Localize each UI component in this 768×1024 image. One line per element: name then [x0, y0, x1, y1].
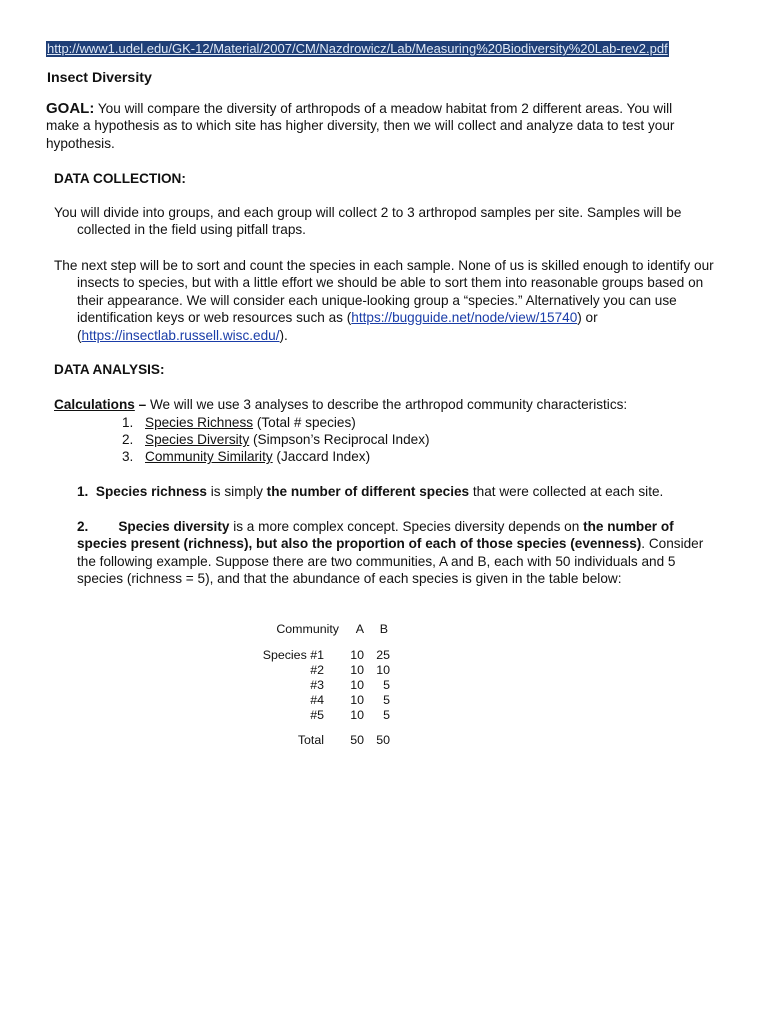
- table-cell-b: 5: [383, 693, 390, 707]
- table-cell-a: 10: [350, 663, 364, 677]
- para-2-text: The next step will be to sort and count the species in each sample. None of us is skilled enough to identify our insects to species, but with a little effort we should be able to sort them into reasonable groups based on their appearance. We will consider each unique-looking group a “species.” Alternatively you can use identification keys or web resources such as (: [54, 258, 714, 326]
- table-row-label: #4: [310, 693, 324, 707]
- point-1-text-a: is simply: [207, 484, 267, 499]
- goal-label: GOAL:: [46, 100, 95, 117]
- table-header-community: Community: [276, 622, 339, 636]
- table-header-a: A: [355, 622, 364, 636]
- calculations-dash: –: [134, 397, 147, 412]
- table-row-label: Species #1: [262, 648, 324, 662]
- table-cell-a: 10: [350, 678, 364, 692]
- table-total-b: 50: [376, 733, 390, 747]
- table-total-a: 50: [350, 733, 364, 747]
- point-1-term: Species richness: [95, 484, 207, 499]
- list-item-species-richness: [122, 414, 356, 431]
- table-row-label: #5: [310, 708, 324, 722]
- list-number: 2.: [122, 432, 134, 447]
- bugguide-link[interactable]: https://bugguide.net/node/view/15740: [351, 310, 578, 326]
- calculations-text: We will we use 3 analyses to describe the arthropod community characteristics:: [146, 397, 628, 412]
- point-1-text-b: that were collected at each site.: [469, 484, 664, 499]
- list-term: Community Similarity: [145, 449, 273, 464]
- point-2-bold: the number of species present (richness), but also the proportion of each of those species (evenness): [77, 519, 674, 552]
- list-item-species-diversity: [122, 431, 430, 448]
- table-cell-b: 5: [383, 678, 390, 692]
- table-row-label: #2: [310, 663, 324, 677]
- data-collection-para-1: You will divide into groups, and each group will collect 2 to 3 arthropod samples per site. Samples will be collected in the field using pitfall traps.: [54, 205, 682, 238]
- data-analysis-heading: DATA ANALYSIS:: [54, 362, 165, 377]
- point-1-bold: the number of different species: [266, 484, 470, 499]
- goal-paragraph: [46, 100, 706, 152]
- species-richness-paragraph: [77, 483, 717, 500]
- point-2-text-b: . Consider the following example. Suppose there are two communities, A and B, each with 50 individuals and 5 species (richness = 5), and that the abundance of each species is given in the table below:: [77, 536, 704, 587]
- list-number: 3.: [122, 449, 134, 464]
- source-url-link[interactable]: http://www1.udel.edu/GK-12/Material/2007/CM/Nazdrowicz/Lab/Measuring%20Biodiversity%20Lab-rev2.pdf: [47, 41, 668, 56]
- point-2-number: 2.: [77, 519, 89, 534]
- table-total-label: Total: [297, 733, 324, 747]
- list-desc: (Simpson’s Reciprocal Index): [249, 432, 430, 447]
- document-title: Insect Diversity: [47, 70, 152, 86]
- table-cell-a: 10: [350, 693, 364, 707]
- point-2-term: Species diversity: [118, 519, 230, 534]
- para-2-mid: ) or (: [77, 310, 598, 343]
- table-cell-a: 10: [350, 708, 364, 722]
- table-cell-b: 25: [376, 648, 390, 662]
- list-term: Species Diversity: [145, 432, 250, 447]
- list-desc: (Jaccard Index): [272, 449, 371, 464]
- data-collection-heading: DATA COLLECTION:: [54, 171, 186, 186]
- table-row-label: #3: [310, 678, 324, 692]
- insectlab-link[interactable]: https://insectlab.russell.wisc.edu/: [81, 327, 280, 343]
- point-2-text-a: is a more complex concept. Species diversity depends on: [229, 519, 584, 534]
- table-cell-b: 10: [376, 663, 390, 677]
- calculations-line: [54, 396, 704, 413]
- point-1-number: 1.: [77, 484, 89, 499]
- list-item-community-similarity: [122, 448, 370, 465]
- table-cell-a: 10: [350, 648, 364, 662]
- calculations-label: Calculations: [54, 397, 135, 412]
- species-diversity-paragraph: [77, 518, 717, 588]
- para-2-end: ).: [279, 327, 288, 343]
- list-desc: (Total # species): [253, 415, 356, 430]
- data-collection-para-2: [54, 257, 727, 344]
- table-header-b: B: [379, 622, 388, 636]
- goal-text: You will compare the diversity of arthropods of a meadow habitat from 2 different areas. You will make a hypothesis as to which site has higher diversity, then we will collect and analyze data to test your hypothesis.: [46, 101, 675, 151]
- list-term: Species Richness: [145, 415, 254, 430]
- table-cell-b: 5: [383, 708, 390, 722]
- list-number: 1.: [122, 415, 134, 430]
